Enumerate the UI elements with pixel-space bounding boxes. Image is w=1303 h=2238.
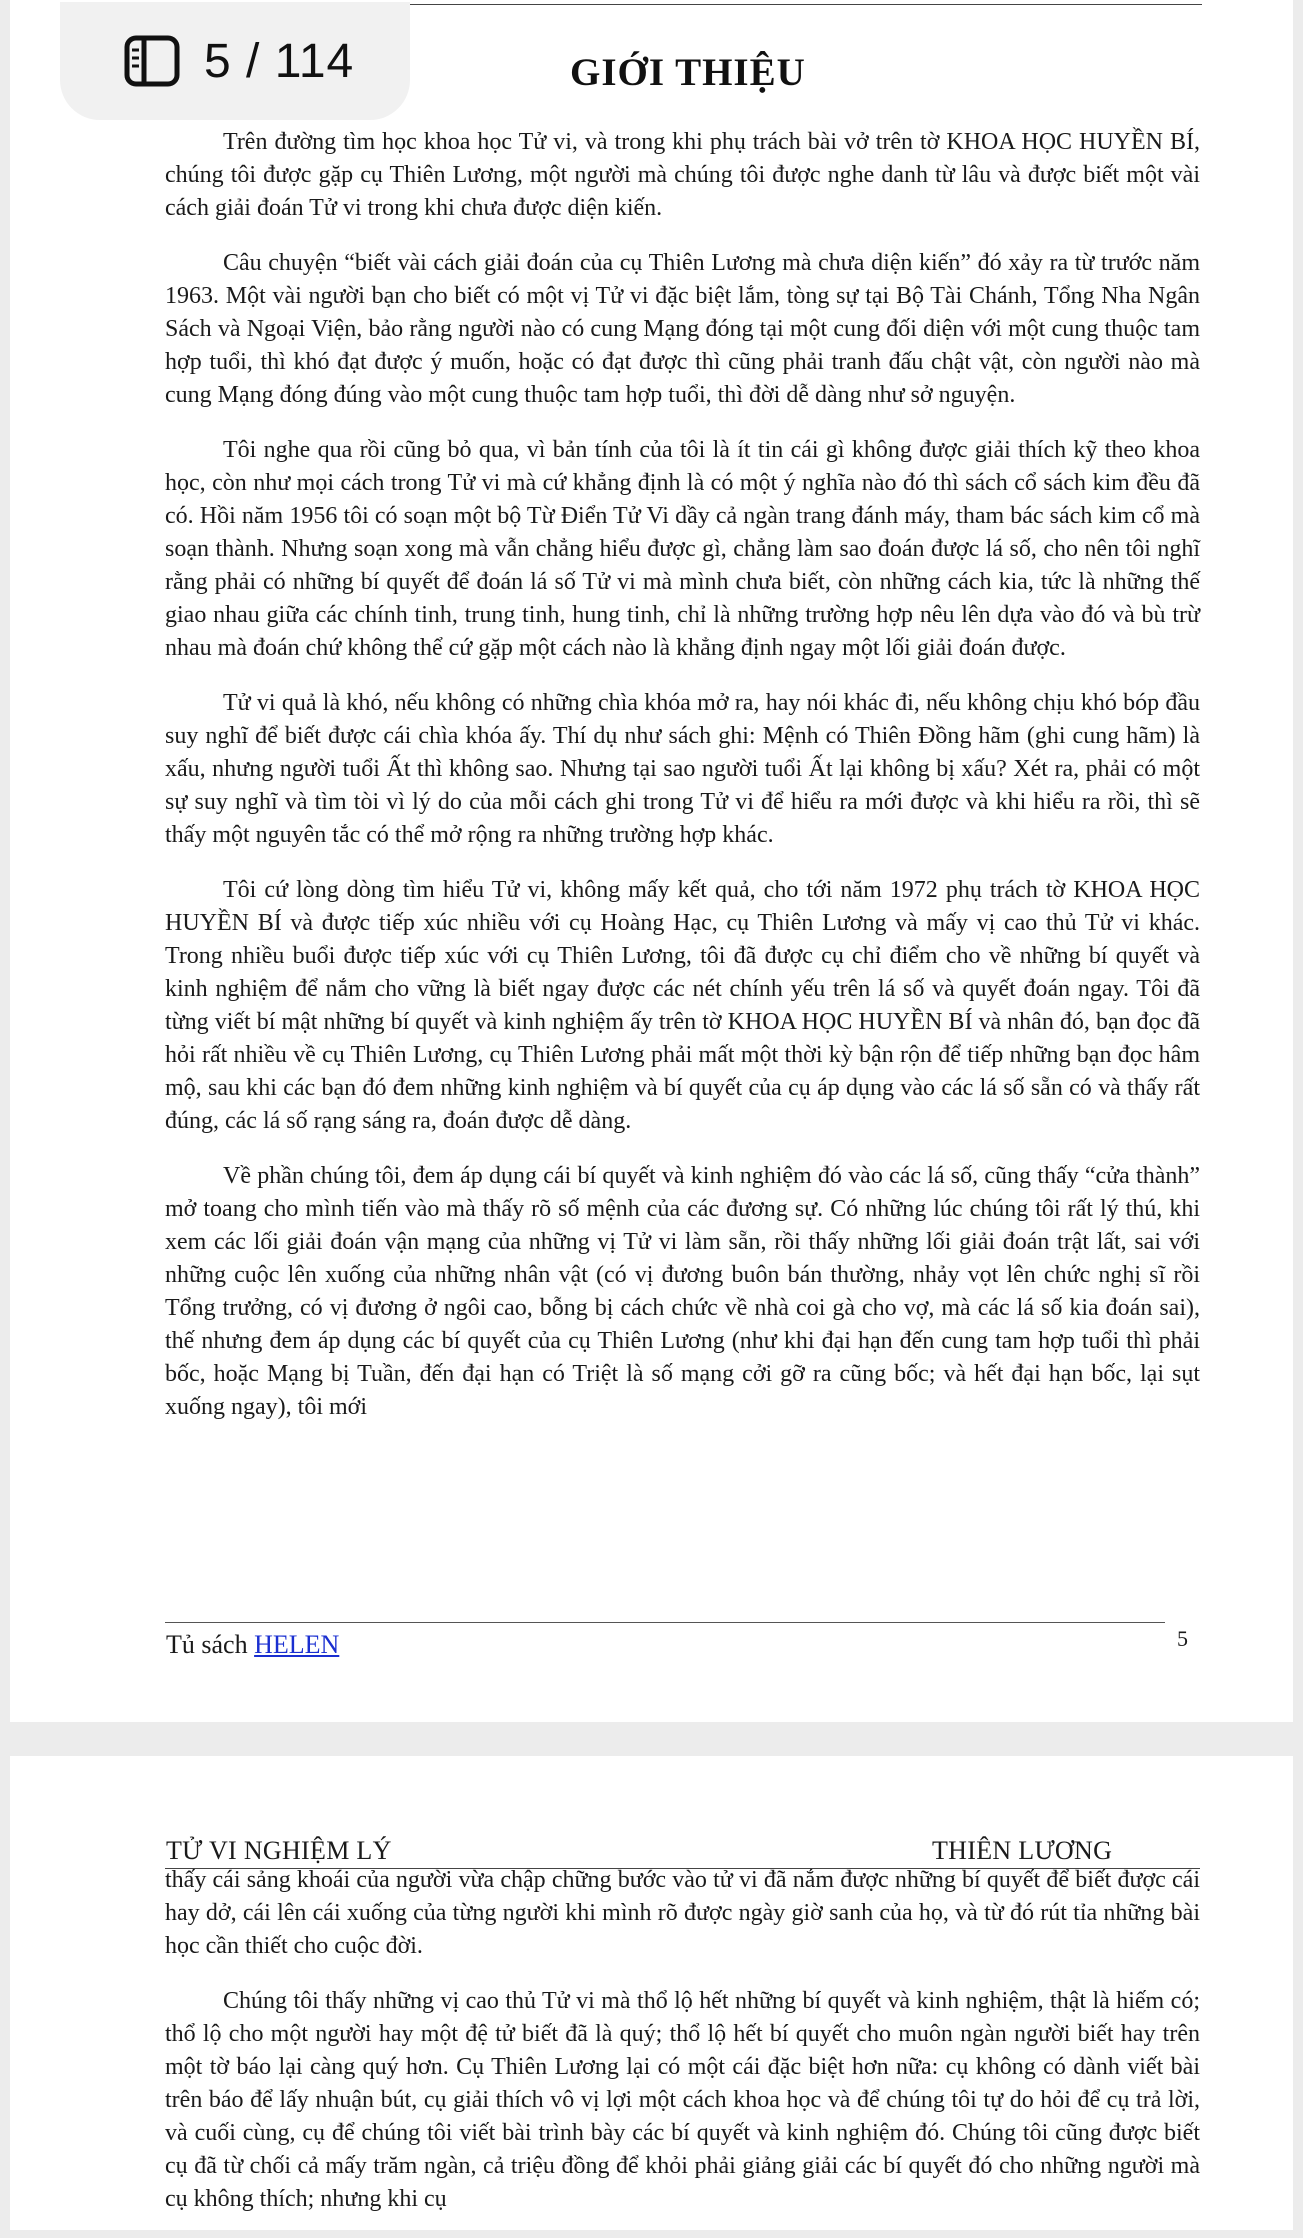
sidebar-panel-icon[interactable] bbox=[124, 35, 180, 87]
page-indicator-label: 5 / 114 bbox=[204, 34, 355, 88]
footer-credit bbox=[166, 1630, 339, 1660]
page-body bbox=[165, 126, 1200, 1446]
document-page-6 bbox=[10, 1756, 1293, 2230]
page-indicator[interactable] bbox=[60, 2, 410, 120]
running-header-title: TỬ VI NGHIỆM LÝ bbox=[166, 1836, 392, 1865]
paragraph: Câu chuyện “biết vài cách giải đoán của cụ Thiên Lương mà chưa diện kiến” đó xảy ra từ trước năm 1963. Một vài người bạn cho biết có một vị Tử vi đặc biệt lắm, tòng sự tại Bộ Tài Chánh, Tổng Nha Ngân Sách và Ngoại Viện, bảo rằng người nào có cung Mạng đóng tại một cung đối diện với một cung thuộc tam hợp tuổi, thì khó đạt được ý muốn, hoặc có đạt được thì cũng phải tranh đấu chật vật, còn người nào mà cung Mạng đóng đúng vào một cung thuộc tam hợp tuổi, thì đời dễ dàng như sở nguyện. bbox=[165, 250, 1200, 408]
page-number: 5 bbox=[1177, 1626, 1188, 1651]
chapter-title: GIỚI THIỆU bbox=[570, 51, 806, 94]
paragraph: thấy cái sảng khoái của người vừa chập chững bước vào tử vi đã nắm được những bí quyết để biết được cái hay dở, cái lên cái xuống của từng người khi mình rõ được ngày giờ sanh của họ, và từ đó rút tỉa những bài học cần thiết cho cuộc đời. bbox=[165, 1867, 1200, 1959]
paragraph: Chúng tôi thấy những vị cao thủ Tử vi mà thổ lộ hết những bí quyết và kinh nghiệm, thật là hiếm có; thổ lộ cho một người hay một đệ tử biết đã là quý; thổ lộ hết bí quyết cho muôn ngàn người biết hay trên một tờ báo lại càng quý hơn. Cụ Thiên Lương lại có một cái đặc biệt hơn nữa: cụ không có dành viết bài trên báo để lấy nhuận bút, cụ giải thích vô vị lợi một cách khoa học và để chúng tôi tự do hỏi để cụ trả lời, và cuối cùng, cụ để chúng tôi viết bài trình bày các bí quyết và kinh nghiệm đó. Chúng tôi cũng được biết cụ đã từ chối cả mấy trăm ngàn, cả triệu đồng để khỏi phải giảng giải các bí quyết đó cho những người mà cụ không thích; nhưng khi cụ bbox=[165, 1988, 1200, 2212]
footer-rule bbox=[165, 1622, 1165, 1623]
helen-link[interactable]: HELEN bbox=[254, 1630, 340, 1659]
document-page-5 bbox=[10, 0, 1293, 1722]
page-body bbox=[165, 1864, 1200, 2238]
paragraph: Tử vi quả là khó, nếu không có những chìa khóa mở ra, hay nói khác đi, nếu không chịu khó bóp đầu suy nghĩ để biết được cái chìa khóa ấy. Thí dụ như sách ghi: Mệnh có Thiên Đồng hãm (ghi cung hãm) là xấu, nhưng người tuổi Ất thì không sao. Nhưng tại sao người tuổi Ất lại không bị xấu? Xét ra, phải có một sự suy nghĩ và tìm tòi vì lý do của mỗi cách ghi trong Tử vi để hiểu ra mới được và khi hiểu ra rồi, thì sẽ thấy một nguyên tắc có thể mở rộng ra những trường hợp khác. bbox=[165, 690, 1200, 848]
paragraph: Tôi nghe qua rồi cũng bỏ qua, vì bản tính của tôi là ít tin cái gì không được giải thích kỹ theo khoa học, còn như mọi cách trong Tử vi mà cứ khẳng định là có một ý nghĩa nào đó thì sách cổ sách kim đều đã có. Hồi năm 1956 tôi có soạn một bộ Từ Điển Tử Vi dầy cả ngàn trang đánh máy, tham bác sách kim cổ mà soạn thành. Nhưng soạn xong mà vẫn chẳng hiểu được gì, chẳng làm sao đoán được lá số, cho nên tôi nghĩ rằng phải có những bí quyết để đoán lá số Tử vi mà mình chưa biết, còn những cách kia, tức là những thế giao nhau giữa các chính tinh, trung tinh, hung tinh, chỉ là những trường hợp nêu lên dựa vào đó và bù trừ nhau mà đoán chứ không thể cứ gặp một cách nào là khẳng định ngay một lối giải đoán được. bbox=[165, 437, 1200, 661]
paragraph: Trên đường tìm học khoa học Tử vi, và trong khi phụ trách bài vở trên tờ KHOA HỌC HUYỀN BÍ, chúng tôi được gặp cụ Thiên Lương, một người mà chúng tôi được nghe danh từ lâu và được biết một vài cách giải đoán Tử vi trong khi chưa được diện kiến. bbox=[165, 129, 1200, 221]
top-rule bbox=[382, 4, 1202, 5]
paragraph: Tôi cứ lòng dòng tìm hiểu Tử vi, không mấy kết quả, cho tới năm 1972 phụ trách tờ KHOA HỌC HUYỀN BÍ và được tiếp xúc nhiều với cụ Hoàng Hạc, cụ Thiên Lương và mấy vị cao thủ Tử vi khác. Trong nhiều buổi được tiếp xúc với cụ Thiên Lương, tôi đã được cụ chỉ điểm cho về những bí quyết và kinh nghiệm để nắm cho vững là biết ngay được các nét chính yếu trên lá số và quyết đoán ngay. Tôi đã từng viết bí mật những bí quyết và kinh nghiệm ấy trên tờ KHOA HỌC HUYỀN BÍ và nhân đó, bạn đọc đã hỏi rất nhiều về cụ Thiên Lương, cụ Thiên Lương phải mất một thời kỳ bận rộn để tiếp những bạn đọc hâm mộ, sau khi các bạn đó đem những kinh nghiệm và bí quyết của cụ áp dụng vào các lá số sẵn có và thấy rất đúng, các lá số rạng sáng ra, đoán được dễ dàng. bbox=[165, 877, 1200, 1134]
footer-prefix: Tủ sách bbox=[166, 1630, 255, 1659]
running-header-author: THIÊN LƯƠNG bbox=[932, 1836, 1113, 1865]
paragraph: Về phần chúng tôi, đem áp dụng cái bí quyết và kinh nghiệm đó vào các lá số, cũng thấy “cửa thành” mở toang cho mình tiến vào mà thấy rõ số mệnh của các đương sự. Có những lúc chúng tôi rất lý thú, khi xem các lối giải đoán vận mạng của những vị Tử vi làm sẵn, rồi thấy những lối giải đoán trật lất, sai với những cuộc lên xuống của những nhân vật (có vị đương buôn bán thường, nhảy vọt lên chức nghị sĩ rồi Tổng trưởng, có vị đương ở ngôi cao, bỗng bị cách chức về nhà coi gà cho vợ, mà các lá số kia đoán sai), thế nhưng đem áp dụng các bí quyết của cụ Thiên Lương (như khi đại hạn đến cung tam hợp tuổi thì phải bốc, hoặc Mạng bị Tuần, đến đại hạn có Triệt là số mạng cởi gỡ ra cũng bốc; và hết đại hạn bốc, lại sụt xuống ngay), tôi mới bbox=[165, 1163, 1200, 1420]
